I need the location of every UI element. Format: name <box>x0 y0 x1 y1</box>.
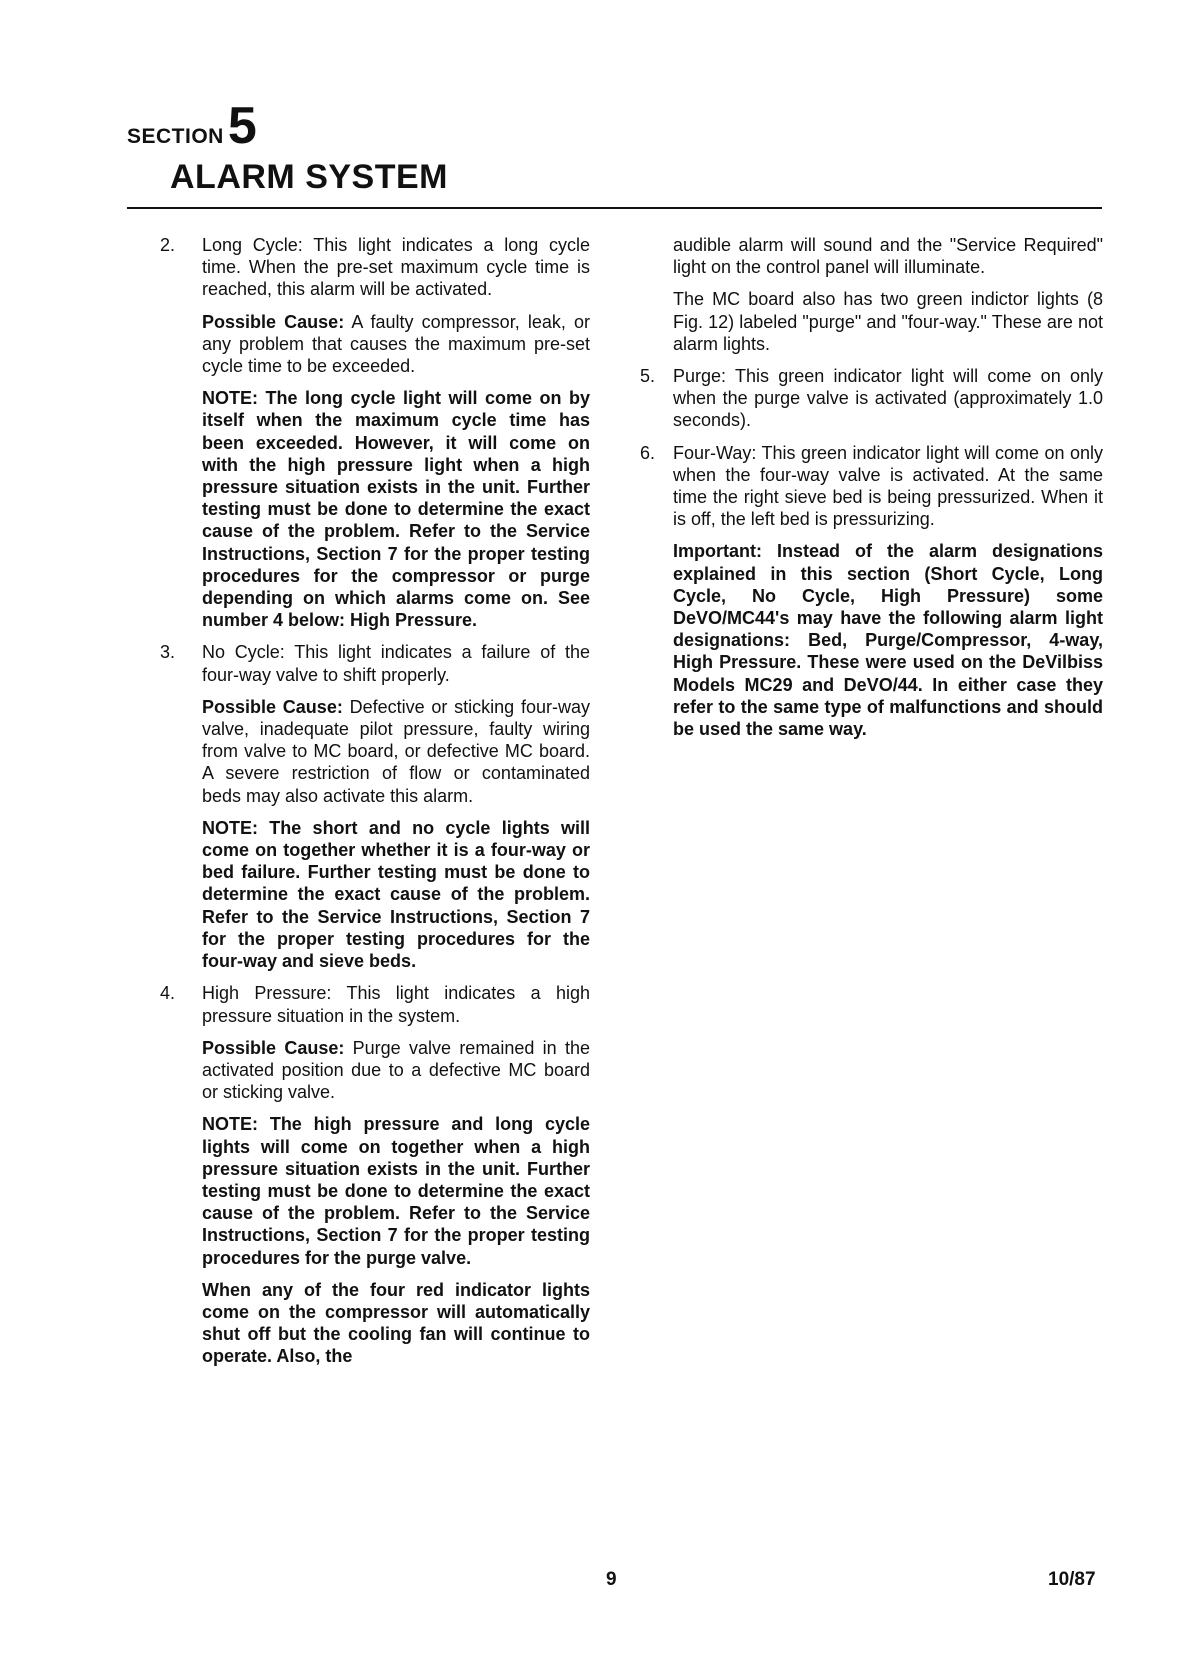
page-title: ALARM SYSTEM <box>170 158 448 196</box>
date-code: 10/87 <box>1048 1569 1096 1590</box>
important-note: Important: Instead of the alarm designations explained in this section (Short Cycle, Long Cycle, No Cycle, High Pressure) some DeVO/MC44's may have the following alarm light designations: Bed, Purge/Compressor, 4-way, High Pressure. These were used on the DeVilbiss Models MC29 and DeVO/44. In either case they refer to the same type of malfunctions and should be used the same way. <box>673 541 1103 740</box>
list-item-5 <box>640 365 1103 432</box>
continuation-paragraph: audible alarm will sound and the "Service Required" light on the control panel will illuminate. <box>673 235 1103 278</box>
section-header <box>127 97 257 155</box>
item-number: 6. <box>640 442 656 463</box>
possible-cause <box>202 1037 590 1104</box>
cause-label: Possible Cause: <box>202 1037 345 1058</box>
item-number: 5. <box>640 366 656 387</box>
list-item-6 <box>640 442 1103 531</box>
item-number: 4. <box>160 983 176 1004</box>
item-text: Purge: This green indicator light will come on only when the purge valve is activated (approximately 1.0 seconds). <box>673 366 1103 431</box>
note: NOTE: The long cycle light will come on by itself when the maximum cycle time has been exceeded. However, it will come on with the high pressure light when a high pressure situation exists in the unit. Further testing must be done to determine the exact cause of the problem. Refer to the Service Instructions, Section 7 for the proper testing procedures for the compressor or purge depending on which alarms come on. See number 4 below: High Pressure. <box>202 388 590 631</box>
closing-paragraph: When any of the four red indicator lights come on the compressor will automatically shut off but the cooling fan will continue to operate. Also, the <box>202 1279 590 1367</box>
possible-cause <box>202 696 590 807</box>
note: NOTE: The high pressure and long cycle lights will come on together when a high pressure situation exists in the unit. Further testing must be done to determine the exact cause of the problem. Refer to the Service Instructions, Section 7 for the proper testing procedures for the purge valve. <box>202 1114 590 1268</box>
list-item-4 <box>160 982 590 1367</box>
item-text: High Pressure: This light indicates a high pressure situation in the system. <box>202 983 590 1026</box>
section-number: 5 <box>227 97 257 155</box>
cause-text: Purge valve remained in the activated position due to a defective MC board or sticking valve. <box>202 1037 590 1103</box>
page-number: 9 <box>606 1569 617 1590</box>
item-text: No Cycle: This light indicates a failure of the four-way valve to shift properly. <box>202 642 590 685</box>
item-text: Four-Way: This green indicator light will come on only when the four-way valve is activated. At the same time the right sieve bed is being pressurized. When it is off, the left bed is pressurizing. <box>673 442 1103 530</box>
cause-text: Defective or sticking four-way valve, inadequate pilot pressure, faulty wiring from valve to MC board, or defective MC board. A severe restriction of flow or contaminated beds may also activate this alarm. <box>202 696 590 806</box>
item-text: Long Cycle: This light indicates a long cycle time. When the pre-set maximum cycle time is reached, this alarm will be activated. <box>202 235 590 300</box>
list-item-2 <box>160 234 590 631</box>
section-label: SECTION <box>127 125 224 148</box>
possible-cause <box>202 311 590 378</box>
item-number: 3. <box>160 642 176 663</box>
right-column <box>640 234 1103 750</box>
left-column <box>160 234 590 1378</box>
cause-label: Possible Cause: <box>202 311 345 332</box>
mc-board-paragraph: The MC board also has two green indictor lights (8 Fig. 12) labeled "purge" and "four-way." These are not alarm lights. <box>673 289 1103 354</box>
cause-label: Possible Cause: <box>202 696 343 717</box>
list-item-3 <box>160 641 590 972</box>
item-number: 2. <box>160 235 176 255</box>
cause-text: A faulty compressor, leak, or any problem that causes the maximum pre-set cycle time to be exceeded. <box>202 311 590 377</box>
note: NOTE: The short and no cycle lights will come on together whether it is a four-way or bed failure. Further testing must be done to determine the exact cause of the problem. Refer to the Service Instructions, Section 7 for the proper testing procedures for the four-way and sieve beds. <box>202 817 590 972</box>
header-divider <box>127 207 1102 209</box>
